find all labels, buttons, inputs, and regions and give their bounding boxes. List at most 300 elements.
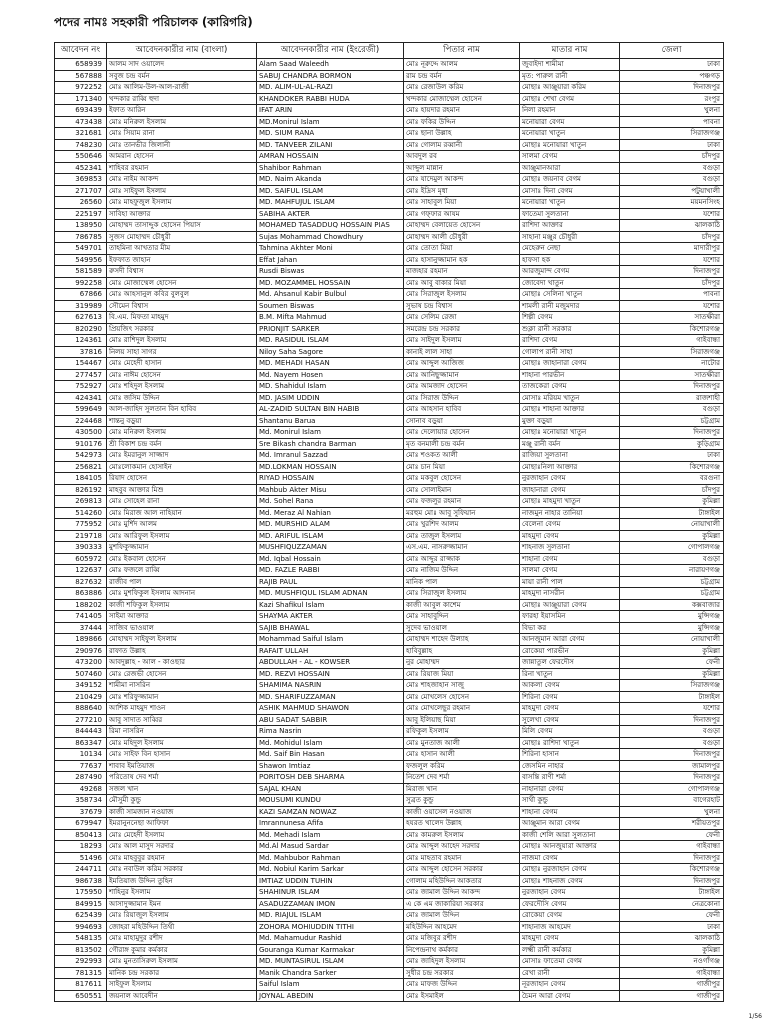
name-english-cell: MD. RIAJUL ISLAM [257, 910, 404, 922]
father-name-cell: মোঃ যাদেমুল আকন্দ [404, 174, 520, 186]
table-row [55, 404, 724, 416]
district-cell: কুমিল্লা [620, 530, 724, 542]
name-english-cell: Rima Nasrin [257, 726, 404, 738]
mother-name-cell: মনোয়ারা বেগম [520, 116, 620, 128]
district-cell: বরগুনা [620, 473, 724, 485]
name-bangla-cell: শান্তনু বড়ুয়া [107, 415, 257, 427]
father-name-cell: মোঃ চান মিয়া [404, 461, 520, 473]
name-english-cell: MD. MURSHID ALAM [257, 519, 404, 531]
table-row [55, 703, 724, 715]
district-cell: মুন্সিগঞ্জ [620, 611, 724, 623]
table-row [55, 634, 724, 646]
name-bangla-cell: সাজিব ভাওয়াল [107, 622, 257, 634]
name-bangla-cell: মোঃ ইকবাল হোসেন [107, 553, 257, 565]
name-english-cell: ABDULLAH - AL - KOWSER [257, 657, 404, 669]
name-english-cell: MD. SHARIFUZZAMAN [257, 691, 404, 703]
application-no-cell: 430500 [55, 427, 107, 439]
table-row [55, 461, 724, 473]
name-english-cell: ABU SADAT SABBIR [257, 714, 404, 726]
application-no-cell: 548135 [55, 933, 107, 945]
mother-name-cell: আকলা বেগম [520, 680, 620, 692]
table-row [55, 852, 724, 864]
father-name-cell: মোঃ কামরুল ইসলাম [404, 829, 520, 841]
father-name-cell: মোঃ জাহিদুল ইসলাম [404, 956, 520, 968]
table-row [55, 450, 724, 462]
district-cell: দিনাজপুর [620, 749, 724, 761]
mother-name-cell: তাজকেরা বেগম [520, 381, 620, 393]
table-row [55, 300, 724, 312]
district-cell: সিরাজগঞ্জ [620, 680, 724, 692]
name-bangla-cell: রিমা নাসরিন [107, 726, 257, 738]
district-cell: পাবনা [620, 289, 724, 301]
mother-name-cell: রেখা রানী [520, 967, 620, 979]
district-cell: গোপালগঞ্জ [620, 783, 724, 795]
application-no-cell: 269813 [55, 496, 107, 508]
name-english-cell: Shawon Imtiaz [257, 760, 404, 772]
father-name-cell: মোঃ তাজুল ইসলাম [404, 530, 520, 542]
table-row [55, 565, 724, 577]
district-cell: ঝালকাঠি [620, 220, 724, 232]
name-english-cell: Mohammad Saiful Islam [257, 634, 404, 646]
name-english-cell: MD. MEHADI HASAN [257, 358, 404, 370]
name-bangla-cell: রাজীব পাল [107, 576, 257, 588]
mother-name-cell: মোছাঃ মাহমুদা খাতুন [520, 496, 620, 508]
mother-name-cell: নাজমুন নাহার তানিয়া [520, 507, 620, 519]
mother-name-cell: বাসন্তি রাণী শর্মা [520, 772, 620, 784]
name-english-cell: SABUJ CHANDRA BORMON [257, 70, 404, 82]
mother-name-cell: শাহানাজ আহমেদ [520, 921, 620, 933]
application-no-cell: 292993 [55, 956, 107, 968]
mother-name-cell: আরজুমান্দ বেগম [520, 266, 620, 278]
name-bangla-cell: মোঃ মিরাজ আল নাহিয়ান [107, 507, 257, 519]
name-english-cell: MD. SIUM RANA [257, 128, 404, 140]
name-bangla-cell: মোঃ মাহবুবুর রহমান [107, 852, 257, 864]
application-no-cell: 473438 [55, 116, 107, 128]
district-cell: কিশোরগঞ্জ [620, 864, 724, 876]
mother-name-cell: নাজমা বেগম [520, 852, 620, 864]
mother-name-cell: মোছাঃ নুরজাহান বেগম [520, 864, 620, 876]
mother-name-cell: মোছাঃ শেখা বেগম [520, 93, 620, 105]
application-no-cell: 287490 [55, 772, 107, 784]
district-cell: ফেনী [620, 829, 724, 841]
name-bangla-cell: সাবিহা আক্তার [107, 208, 257, 220]
application-no-cell: 175950 [55, 887, 107, 899]
application-no-cell: 679947 [55, 818, 107, 830]
table-row [55, 737, 724, 749]
name-bangla-cell: মোঃ মেহেদী হাসান [107, 358, 257, 370]
application-no-cell: 51496 [55, 852, 107, 864]
district-cell: টাঙ্গাইল [620, 691, 724, 703]
name-english-cell: MD. SAIFUL ISLAM [257, 185, 404, 197]
name-bangla-cell: আলম সাদ ওয়ালেদ [107, 59, 257, 71]
mother-name-cell: মোসাঃ মরিয়ম খাতুন [520, 392, 620, 404]
table-row [55, 783, 724, 795]
application-no-cell: 549956 [55, 254, 107, 266]
father-name-cell: মোঃ হাসান আলী [404, 749, 520, 761]
application-no-cell: 37679 [55, 806, 107, 818]
name-english-cell: Imrannunesa Afifa [257, 818, 404, 830]
table-row [55, 921, 724, 933]
header-application-no: আবেদন নং [55, 43, 107, 59]
father-name-cell: মানিক পাল [404, 576, 520, 588]
mother-name-cell: মোছাঃ আঞ্জুয়ারা বেগম [520, 599, 620, 611]
name-bangla-cell: মোঃ আহসানুল কবির বুলবুল [107, 289, 257, 301]
name-english-cell: RIYAD HOSSAIN [257, 473, 404, 485]
name-english-cell: Tahmina Akhter Moni [257, 243, 404, 255]
father-name-cell: মোঃ মাফজ উদ্দিন [404, 979, 520, 991]
table-row [55, 151, 724, 163]
application-no-cell: 67866 [55, 289, 107, 301]
name-english-cell: IFAT ARIN [257, 105, 404, 117]
name-bangla-cell: সজল খান [107, 783, 257, 795]
name-english-cell: MD. MAHFUJUL ISLAM [257, 197, 404, 209]
table-row [55, 473, 724, 485]
mother-name-cell: মৃত: পারুল রানী [520, 70, 620, 82]
name-bangla-cell: মোঃ সাইফুল ইসলাম [107, 185, 257, 197]
name-english-cell: MD. Naim Akanda [257, 174, 404, 186]
district-cell: চট্টগ্রাম [620, 576, 724, 588]
name-english-cell: Md. Mahbubor Rahman [257, 852, 404, 864]
name-english-cell: Md. Nobiul Karim Sarkar [257, 864, 404, 876]
father-name-cell: মোঃ জামাল উদ্দিন [404, 910, 520, 922]
name-bangla-cell: আবু সাদাত সাব্বির [107, 714, 257, 726]
table-row [55, 323, 724, 335]
name-bangla-cell: মোঃ মুশফিকুল ইসলাম আদনান [107, 588, 257, 600]
father-name-cell: কাজী আবুল কাশেম [404, 599, 520, 611]
mother-name-cell: মেহেরুন নেছা [520, 243, 620, 255]
table-row [55, 979, 724, 991]
name-bangla-cell: মোঃ রেজভী হোসেন [107, 668, 257, 680]
father-name-cell: মরহুম মোঃ আবু সুফিয়ান [404, 507, 520, 519]
name-english-cell: Md. Ahsanul Kabir Bulbul [257, 289, 404, 301]
name-bangla-cell: মোঃ ইমরানুল সাজ্জাদ [107, 450, 257, 462]
mother-name-cell: সালমা বেগম [520, 565, 620, 577]
name-bangla-cell: মোঃ নাঈম হোসেন [107, 369, 257, 381]
mother-name-cell: নিলা রহমান [520, 105, 620, 117]
name-english-cell: Md.Al Masud Sardar [257, 841, 404, 853]
name-english-cell: Soumen Biswas [257, 300, 404, 312]
table-row [55, 438, 724, 450]
mother-name-cell: মোছাঃ আনজুয়ারা আক্তার [520, 841, 620, 853]
name-bangla-cell: সবুজ চন্দ্র বর্মন [107, 70, 257, 82]
application-no-cell: 826192 [55, 484, 107, 496]
name-english-cell: MD. JASIM UDDIN [257, 392, 404, 404]
father-name-cell: মোঃ হায়দার রহমান [404, 105, 520, 117]
father-name-cell: মোঃ আব্দুল আহেদ সরদার [404, 841, 520, 853]
table-row [55, 714, 724, 726]
application-no-cell: 549701 [55, 243, 107, 255]
mother-name-cell: শাহনাজ সুলতানা [520, 542, 620, 554]
table-row [55, 990, 724, 1002]
table-row [55, 933, 724, 945]
mother-name-cell: জাহানারা বেগম [520, 484, 620, 496]
mother-name-cell: নুরজাহান বেগম [520, 887, 620, 899]
father-name-cell: মোঃ সিরাজুল ইসলাম [404, 588, 520, 600]
father-name-cell: মোঃ সিরাজুল ইসলাম [404, 289, 520, 301]
district-cell: দিনাজপুর [620, 381, 724, 393]
father-name-cell: নিতেশ দেব শর্মা [404, 772, 520, 784]
application-no-cell: 599649 [55, 404, 107, 416]
name-english-cell: RAFAIT ULLAH [257, 645, 404, 657]
application-no-cell: 349152 [55, 680, 107, 692]
name-english-cell: JOYNAL ABEDIN [257, 990, 404, 1002]
district-cell: টাঙ্গাইল [620, 887, 724, 899]
district-cell: কুড়িগ্রাম [620, 438, 724, 450]
mother-name-cell: রাশিদা আক্তার [520, 220, 620, 232]
name-bangla-cell: মোঃ মুর্শিদ আলম [107, 519, 257, 531]
name-bangla-cell: পরিতোষ দেব শর্মা [107, 772, 257, 784]
name-bangla-cell: নিলয় সাহা সাগর [107, 346, 257, 358]
mother-name-cell: বিভা কর [520, 622, 620, 634]
father-name-cell: মোহাম্মদ শাহেদ উল্যাহ [404, 634, 520, 646]
application-no-cell: 775952 [55, 519, 107, 531]
mother-name-cell: মোছাঃ আঞ্জুয়ারা করিম [520, 82, 620, 94]
name-bangla-cell: রুসদী বিশ্বাস [107, 266, 257, 278]
father-name-cell: মোঃ ছানা উল্লাহ [404, 128, 520, 140]
mother-name-cell: রোকেয়া বেগম [520, 910, 620, 922]
application-no-cell: 863347 [55, 737, 107, 749]
table-row [55, 312, 724, 324]
application-no-cell: 244711 [55, 864, 107, 876]
application-no-cell: 752927 [55, 381, 107, 393]
name-bangla-cell: ইফফাত জাহান [107, 254, 257, 266]
table-row [55, 496, 724, 508]
father-name-cell: সুধীর চন্দ্র সরকার [404, 967, 520, 979]
name-english-cell: KAZI SAMZAN NOWAZ [257, 806, 404, 818]
mother-name-cell: রোকেয়া পারভীন [520, 645, 620, 657]
father-name-cell: মোঃ আবু বাকার মিয়া [404, 277, 520, 289]
table-row [55, 116, 724, 128]
father-name-cell: মোঃ মজিবুর রশীদ [404, 933, 520, 945]
district-cell: পঞ্চগড় [620, 70, 724, 82]
name-english-cell: MD. MUSHFIQUL ISLAM ADNAN [257, 588, 404, 600]
application-no-cell: 49268 [55, 783, 107, 795]
table-row [55, 875, 724, 887]
father-name-cell: কানাই লাল সাহা [404, 346, 520, 358]
application-no-cell: 358734 [55, 795, 107, 807]
name-bangla-cell: বি.এম. মিফতা মাহমুদ [107, 312, 257, 324]
name-bangla-cell: ইমতিয়াজ উদ্দিন তুহিন [107, 875, 257, 887]
name-english-cell: MD. RASIDUL ISLAM [257, 335, 404, 347]
name-bangla-cell: খন্দকার রাব্বি হুদা [107, 93, 257, 105]
application-no-cell: 786785 [55, 231, 107, 243]
name-english-cell: MD. REZVI HOSSAIN [257, 668, 404, 680]
father-name-cell: আবদুল রব [404, 151, 520, 163]
name-bangla-cell: মোঃ মুনতাসিরুল ইসলাম [107, 956, 257, 968]
father-name-cell: মোঃ সিরাজ উদ্দিন [404, 392, 520, 404]
father-name-cell: মোঃ মোখলেছুর রহমান [404, 703, 520, 715]
father-name-cell: মোঃ ফকির উদ্দিন [404, 116, 520, 128]
name-bangla-cell: মোঃ জসিম উদ্দিন [107, 392, 257, 404]
application-no-cell: 972252 [55, 82, 107, 94]
table-row [55, 657, 724, 669]
name-english-cell: MD. MOZAMMEL HOSSAIN [257, 277, 404, 289]
applicant-table [54, 42, 724, 1002]
father-name-cell: মৃত বনমালী চন্দ্র বর্মন [404, 438, 520, 450]
name-bangla-cell: মুশফিকুজ্জামান [107, 542, 257, 554]
father-name-cell: মোঃ শাহজাহান সাজু [404, 680, 520, 692]
name-bangla-cell: মোঃ সিয়াম রানা [107, 128, 257, 140]
name-english-cell: SHAHINUR ISLAM [257, 887, 404, 899]
name-bangla-cell: মোঃ নবাউল করিম সরকার [107, 864, 257, 876]
name-bangla-cell: মোঃ সাইফ বিন হাসান [107, 749, 257, 761]
district-cell: গোপালগঞ্জ [620, 542, 724, 554]
district-cell: যশোর [620, 208, 724, 220]
district-cell: ময়মনসিংহ [620, 197, 724, 209]
mother-name-cell: সাথী কুন্ডু [520, 795, 620, 807]
name-bangla-cell: মোঃ মনিরুল ইসলাম [107, 116, 257, 128]
district-cell: বাগেরহাট [620, 795, 724, 807]
mother-name-cell: মোছাঃ শাহানা আক্তার [520, 404, 620, 416]
page-number: 1/56 [748, 1013, 762, 1020]
father-name-cell: সুদেব ভাওয়াল [404, 622, 520, 634]
district-cell: দিনাজপুর [620, 82, 724, 94]
father-name-cell: মোঃ দেলোয়ার হোসেন [404, 427, 520, 439]
table-row [55, 185, 724, 197]
application-no-cell: 986738 [55, 875, 107, 887]
name-english-cell: Effat Jahan [257, 254, 404, 266]
application-no-cell: 225197 [55, 208, 107, 220]
application-no-cell: 77637 [55, 760, 107, 772]
name-bangla-cell: মোঃ শহিদুল ইসলাম [107, 381, 257, 393]
name-english-cell: Md. Mehadi Islam [257, 829, 404, 841]
name-english-cell: ASADUZZAMAN IMON [257, 898, 404, 910]
mother-name-cell: জেসমিন নাহার [520, 760, 620, 772]
table-row [55, 358, 724, 370]
table-row [55, 392, 724, 404]
name-bangla-cell: শামীমা নাসরিন [107, 680, 257, 692]
name-english-cell: Mahbub Akter Misu [257, 484, 404, 496]
table-row [55, 806, 724, 818]
district-cell: কুমিল্লা [620, 496, 724, 508]
application-no-cell: 271707 [55, 185, 107, 197]
name-english-cell: SAJAL KHAN [257, 783, 404, 795]
district-cell: বগুড়া [620, 553, 724, 565]
father-name-cell: মিরাজ খান [404, 783, 520, 795]
name-bangla-cell: শ্রী বিকাশ চন্দ্র বর্মন [107, 438, 257, 450]
father-name-cell: মোহাম্মদ আলী চৌধুরী [404, 231, 520, 243]
table-row [55, 369, 724, 381]
application-no-cell: 627613 [55, 312, 107, 324]
district-cell: নাটোর [620, 358, 724, 370]
table-row [55, 726, 724, 738]
name-bangla-cell: মোঃ মনিরুল ইসলাম [107, 427, 257, 439]
name-bangla-cell: সাইফুল ইসলাম [107, 979, 257, 991]
mother-name-cell: নুরজাহান বেগম [520, 473, 620, 485]
district-cell: দিনাজপুর [620, 875, 724, 887]
mother-name-cell: আনজুমান আরা বেগম [520, 634, 620, 646]
district-cell: সিরাজগঞ্জ [620, 346, 724, 358]
father-name-cell: মোঃ খুরশিদ আলম [404, 519, 520, 531]
table-row [55, 59, 724, 71]
table-row [55, 208, 724, 220]
district-cell: চট্টগ্রাম [620, 588, 724, 600]
mother-name-cell: জান্নাতুল ফেরদৌস [520, 657, 620, 669]
name-bangla-cell: মোহাম্মদ তাসাদ্দুক হোসেন পিয়াস [107, 220, 257, 232]
mother-name-cell: সালমা বেগম [520, 151, 620, 163]
name-bangla-cell: মোঃ রাশিদুল ইসলাম [107, 335, 257, 347]
mother-name-cell: শাহানা বেগম [520, 806, 620, 818]
table-row [55, 381, 724, 393]
father-name-cell: মহিউদ্দিন আহমেদ [404, 921, 520, 933]
table-row [55, 335, 724, 347]
mother-name-cell: সাহানা মঞ্জুর চৌধুরী [520, 231, 620, 243]
table-row [55, 128, 724, 140]
mother-name-cell: শাহানা পারভীন [520, 369, 620, 381]
application-no-cell: 514260 [55, 507, 107, 519]
application-no-cell: 550646 [55, 151, 107, 163]
name-bangla-cell: আল-জাহিদ সুলতান বিন হাবিব [107, 404, 257, 416]
district-cell: জামালপুর [620, 760, 724, 772]
mother-name-cell: মনোয়ারা খাতুন [520, 197, 620, 209]
district-cell: কক্সবাজার [620, 599, 724, 611]
mother-name-cell: রাজিয়া সুলতানা [520, 450, 620, 462]
name-bangla-cell: কাজী শফিকুল ইসলাম [107, 599, 257, 611]
father-name-cell: মোঃ সাহাবুল মিয়া [404, 197, 520, 209]
name-bangla-cell: শাহিবর রহমান [107, 162, 257, 174]
district-cell: গাজীপুর [620, 990, 724, 1002]
mother-name-cell: শামলী রানী মজুমদার [520, 300, 620, 312]
table-row [55, 898, 724, 910]
father-name-cell: মোঃ ইসমাইল [404, 990, 520, 1002]
table-row [55, 760, 724, 772]
name-english-cell: MD. Shahidul Islam [257, 381, 404, 393]
district-cell: গাইবান্ধা [620, 967, 724, 979]
table-row [55, 795, 724, 807]
district-cell: নারায়ণগঞ্জ [620, 565, 724, 577]
mother-name-cell: মুক্তা বড়ুয়া [520, 415, 620, 427]
application-no-cell: 18293 [55, 841, 107, 853]
name-bangla-cell: মৌসুমী কুন্ডু [107, 795, 257, 807]
mother-name-cell: মঞ্জু রানী বর্মন [520, 438, 620, 450]
table-row [55, 691, 724, 703]
table-row [55, 289, 724, 301]
district-cell: চাঁদপুর [620, 231, 724, 243]
mother-name-cell: জুবাইদা শামীমা [520, 59, 620, 71]
table-row [55, 82, 724, 94]
mother-name-cell: মোছাঃনিলা আক্তার [520, 461, 620, 473]
table-row [55, 254, 724, 266]
name-bangla-cell: গৌরাঙ্গ কুমার কর্মকার [107, 944, 257, 956]
name-english-cell: Md. Sohel Rana [257, 496, 404, 508]
table-row [55, 576, 724, 588]
application-no-cell: 122637 [55, 565, 107, 577]
name-bangla-cell: মোঃলোকমান হোসাইন [107, 461, 257, 473]
district-cell: সাতক্ষীরা [620, 369, 724, 381]
district-cell: কিশোরগঞ্জ [620, 461, 724, 473]
mother-name-cell: মাহমুদা বেগম [520, 530, 620, 542]
district-cell: বগুড়া [620, 174, 724, 186]
application-no-cell: 184105 [55, 473, 107, 485]
mother-name-cell: জোবেদা খাতুন [520, 277, 620, 289]
name-english-cell: Alam Saad Waleedh [257, 59, 404, 71]
application-no-cell: 321681 [55, 128, 107, 140]
name-english-cell: PRIONJIT SARKER [257, 323, 404, 335]
header-district: জেলা [620, 43, 724, 59]
application-no-cell: 188202 [55, 599, 107, 611]
name-bangla-cell: মোহাম্মদ সাইফুল ইসলাম [107, 634, 257, 646]
district-cell: গাইবান্ধা [620, 335, 724, 347]
name-english-cell: Shahibor Rahman [257, 162, 404, 174]
table-row [55, 484, 724, 496]
application-no-cell: 219718 [55, 530, 107, 542]
name-english-cell: AMRAN HOSSAIN [257, 151, 404, 163]
application-no-cell: 994693 [55, 921, 107, 933]
district-cell: চট্টগ্রাম [620, 415, 724, 427]
father-name-cell: গোলাম মহিউদ্দিন আকতার [404, 875, 520, 887]
father-name-cell: সোনাব বড়ুয়া [404, 415, 520, 427]
header-name-english: আবেদনকারীর নাম (ইংরেজী) [257, 43, 404, 59]
